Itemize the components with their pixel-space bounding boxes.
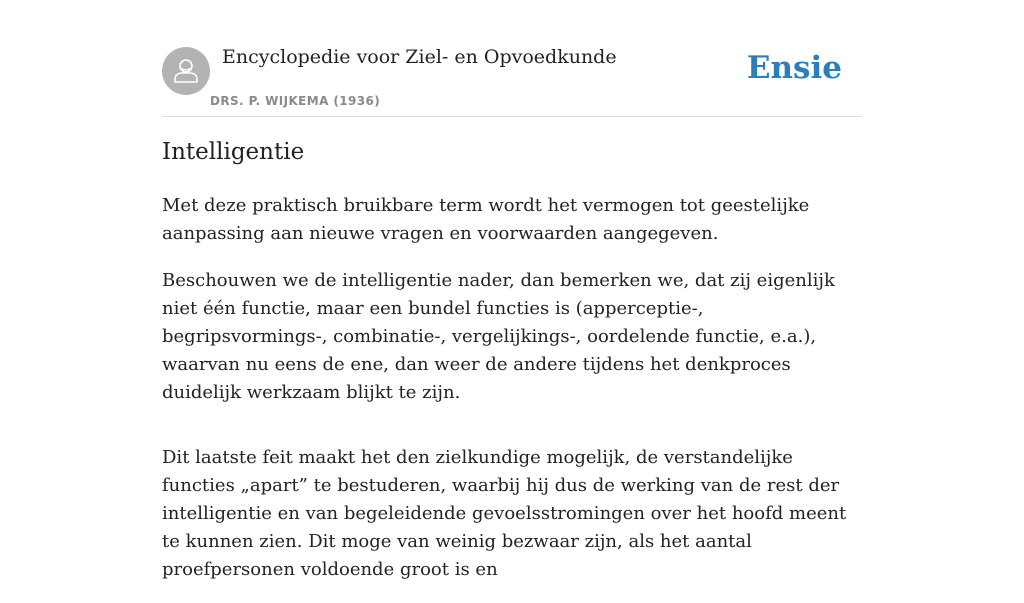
paragraph-3: Dit laatste feit maakt het den zielkundige mogelijk, de verstandelijke functies „apart” te bestuderen, waarbij hij dus de werking van de rest der intelligentie en van begeleidende gevoelsstromingen over het hoofd meent te kunnen zien. Dit moge van weinig bezwaar zijn, als het aantal proefpersonen voldoende groot is en	[162, 447, 847, 580]
ensie-logo[interactable]: Ensie	[746, 50, 842, 86]
header	[162, 0, 862, 117]
author-byline[interactable]: DRS. P. WIJKEMA (1936)	[210, 94, 381, 108]
entry-body	[162, 192, 862, 603]
paragraph-2: Beschouwen we de intelligentie nader, dan bemerken we, dat zij eigenlijk niet één functie, maar een bundel functies is (apperceptie-, begripsvormings-, combinatie-, vergelijkings-, oordelende functie, e.a.), waarvan nu eens de ene, dan weer de andere tijdens het denkproces duidelijk werkzaam blijkt te zijn.	[162, 270, 835, 403]
work-title[interactable]: Encyclopedie voor Ziel- en Opvoedkunde	[222, 46, 617, 68]
entry-title: Intelligentie	[162, 139, 305, 165]
user-placeholder-icon	[162, 47, 210, 95]
paragraph-1: Met deze praktisch bruikbare term wordt het vermogen tot geestelijke aanpassing aan nieuwe vragen en voorwaarden aangegeven.	[162, 195, 810, 244]
page	[162, 0, 862, 580]
